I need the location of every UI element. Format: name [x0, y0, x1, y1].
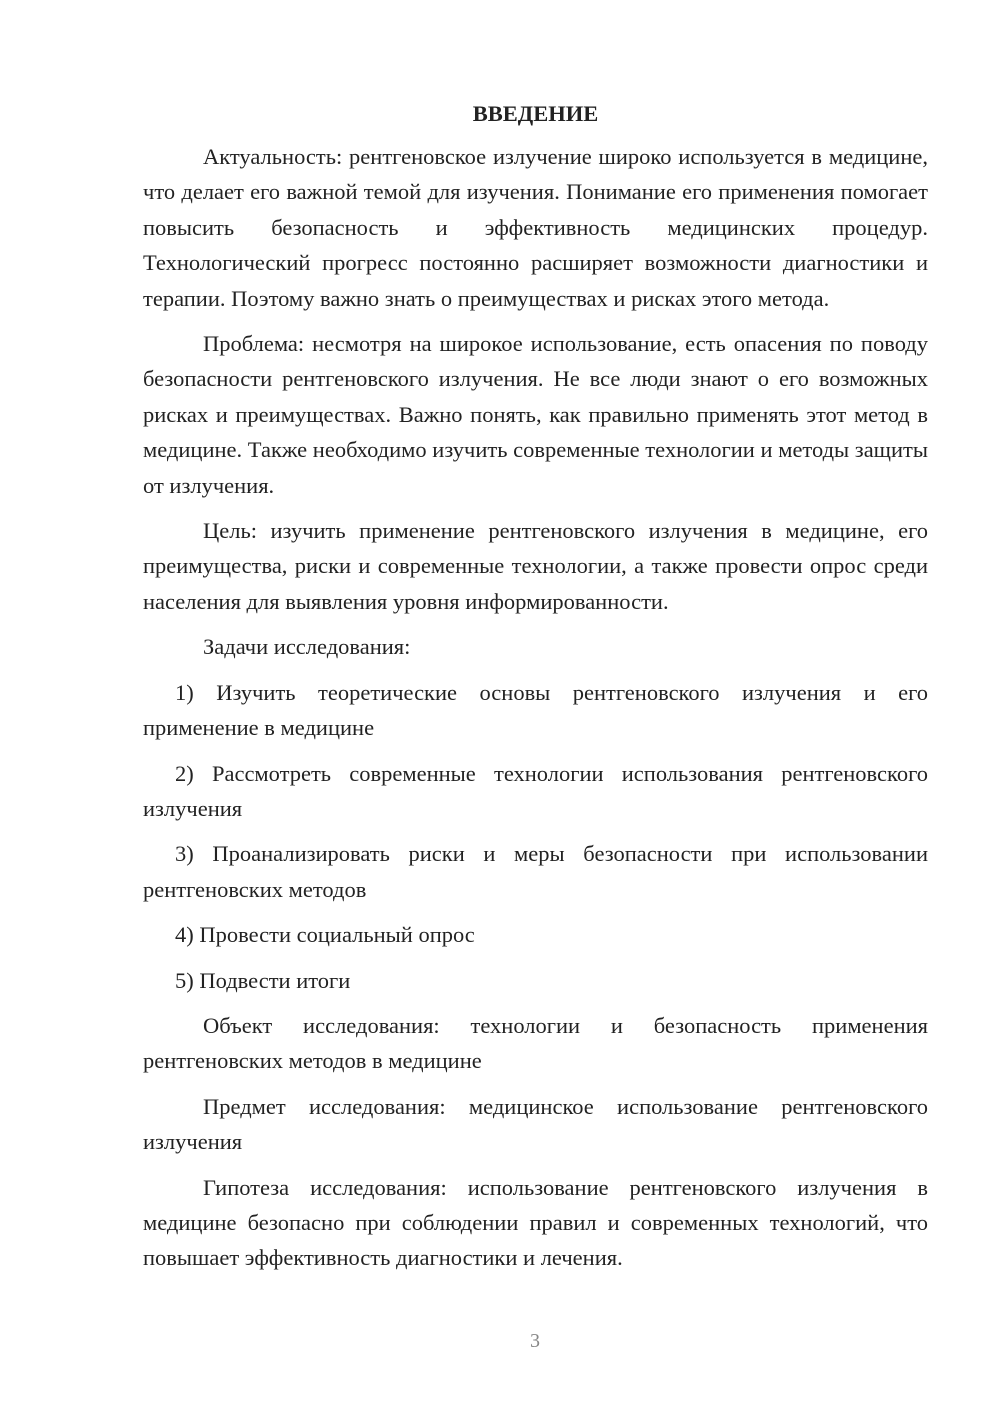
hypothesis-paragraph: Гипотеза исследования: использование рентгеновского излучения в медицине безопасно при соблюдении правил и современных технологий, что повышает эффективность диагностики и лечения.: [143, 1174, 928, 1271]
task-item-2: 2) Рассмотреть современные технологии использования рентгеновского излучения: [143, 760, 928, 821]
section-title: ВВЕДЕНИЕ: [472, 101, 599, 126]
relevance-paragraph: Актуальность: рентгеновское излучение широко используется в медицине, что делает его важной темой для изучения. Понимание его применения помогает повысить безопасность и эффективность медицинских процедур. Технологический прогресс постоянно расширяет возможности диагностики и терапии. Поэтому важно знать о преимуществах и рисках этого метода.: [143, 144, 928, 311]
subject-paragraph: Предмет исследования: медицинское использование рентгеновского излучения: [143, 1093, 928, 1155]
goal-paragraph: Цель: изучить применение рентгеновского излучения в медицине, его преимущества, риски и современные технологии, а также провести опрос среди населения для выявления уровня информированности.: [143, 518, 928, 614]
task-item-3: 3) Проанализировать риски и меры безопасности при использовании рентгеновских методов: [143, 841, 928, 902]
task-item-1: 1) Изучить теоретические основы рентгеновского излучения и его применение в медицине: [143, 679, 928, 741]
page-content: [143, 96, 928, 1286]
problem-paragraph: Проблема: несмотря на широкое использование, есть опасения по поводу безопасности рентгеновского излучения. Не все люди знают о его возможных рисках и преимуществах. Важно понять, как правильно применять этот метод в медицине. Также необходимо изучить современные технологии и методы защиты от излучения.: [143, 331, 928, 498]
task-item-4: 4) Провести социальный опрос: [175, 922, 475, 948]
page-number: 3: [530, 1330, 540, 1352]
task-item-5: 5) Подвести итоги: [175, 967, 351, 993]
tasks-heading: Задачи исследования:: [203, 634, 411, 660]
object-paragraph: Объект исследования: технологии и безопасность применения рентгеновских методов в медицине: [143, 1012, 928, 1074]
